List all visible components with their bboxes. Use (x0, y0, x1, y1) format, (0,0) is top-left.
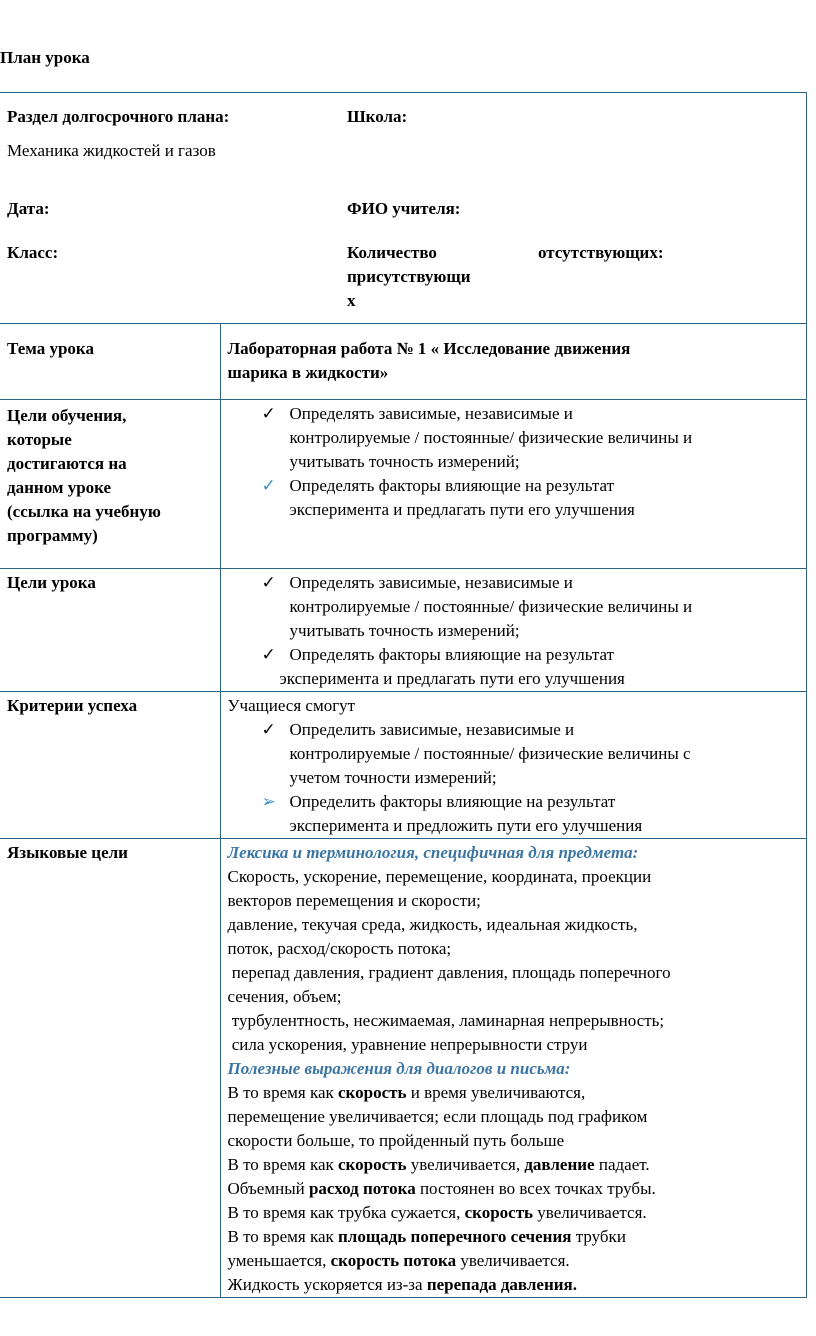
learning-goals-label: Цели обучения, которые достигаются на данном уроке (ссылка на учебную программу) (0, 400, 220, 569)
header-block (0, 93, 806, 323)
vocab-line: сечения, объем; (227, 987, 342, 1006)
phrase-line: уменьшается, скорость потока увеличивается. (227, 1251, 570, 1270)
topic-row (0, 324, 806, 400)
lesson-goals-label: Цели урока (0, 569, 220, 692)
phrase-line: В то время как площадь поперечного сечения трубки (227, 1227, 626, 1246)
learning-goals-row (0, 400, 806, 569)
checkmark-icon: ✓ (261, 645, 276, 664)
date-label: Дата: (7, 199, 50, 218)
present-label: присутствующи (347, 267, 471, 286)
checkmark-icon: ✓ (261, 476, 276, 495)
topic-value: Лабораторная работа № 1 « Исследование движения шарика в жидкости» (220, 324, 806, 400)
list-item: ✓ Определить зависимые, независимые и контролируемые / постоянные/ физические величины с учетом точности измерений; (261, 720, 691, 787)
success-list (220, 692, 806, 839)
learning-goals-list (220, 400, 806, 569)
school-label: Школа: (347, 107, 408, 126)
phrase-line: Объемный расход потока постоянен во всех точках трубы. (227, 1179, 656, 1198)
language-label: Языковые цели (0, 839, 220, 1298)
success-intro: Учащиеся смогут (227, 696, 356, 715)
vocab-line: Скорость, ускорение, перемещение, координата, проекции (227, 867, 652, 886)
page-title: План урока (0, 48, 90, 67)
section-label: Раздел долгосрочного плана: (7, 107, 230, 126)
present-label-end: х (347, 291, 356, 310)
success-label: Критерии успеха (0, 692, 220, 839)
absent-label: отсутствующих: (538, 243, 664, 262)
topic-label: Тема урока (0, 324, 220, 400)
vocab-line: поток, расход/скорость потока; (227, 939, 452, 958)
language-row (0, 839, 806, 1298)
list-item: ➢ Определить факторы влияющие на результат эксперимента и предложить пути его улучшения (261, 792, 643, 835)
language-content (220, 839, 806, 1298)
vocab-line: векторов перемещения и скорости; (227, 891, 481, 910)
header-row (0, 93, 806, 324)
list-item: ✓ Определять факторы влияющие на результат эксперимента и предлагать пути его улучшения (261, 476, 635, 519)
success-row (0, 692, 806, 839)
section-value: Механика жидкостей и газов (7, 141, 216, 160)
vocab-heading: Лексика и терминология, специфичная для предмета: (227, 843, 639, 862)
phrase-line: В то время как трубка сужается, скорость увеличивается. (227, 1203, 647, 1222)
arrowhead-bullet-icon: ➢ (261, 792, 276, 811)
vocab-line: перепад давления, градиент давления, площадь поперечного (227, 963, 671, 982)
teacher-label: ФИО учителя: (347, 199, 461, 218)
vocab-line: давление, текучая среда, жидкость, идеальная жидкость, (227, 915, 638, 934)
checkmark-icon: ✓ (261, 720, 276, 739)
phrase-line: перемещение увеличивается; если площадь под графиком (227, 1107, 648, 1126)
count-label: Количество (347, 243, 437, 262)
list-item: ✓ Определять зависимые, независимые и контролируемые / постоянные/ физические величины и учитывать точность измерений; (261, 573, 693, 640)
checkmark-icon: ✓ (261, 573, 276, 592)
phrase-line: В то время как скорость увеличивается, давление падает. (227, 1155, 650, 1174)
lesson-plan-table (0, 92, 807, 1298)
lesson-goals-row (0, 569, 806, 692)
phrase-line: В то время как скорость и время увеличиваются, (227, 1083, 586, 1102)
lesson-goals-list (220, 569, 806, 692)
phrases-heading: Полезные выражения для диалогов и письма: (227, 1059, 571, 1078)
vocab-line: сила ускорения, уравнение непрерывности струи (227, 1035, 588, 1054)
phrase-line: Жидкость ускоряется из-за перепада давления. (227, 1275, 577, 1294)
vocab-line: турбулентность, несжимаемая, ламинарная непрерывность; (227, 1011, 665, 1030)
checkmark-icon: ✓ (261, 404, 276, 423)
class-label: Класс: (7, 243, 59, 262)
phrase-line: скорости больше, то пройденный путь больше (227, 1131, 565, 1150)
list-item: ✓ Определять зависимые, независимые и контролируемые / постоянные/ физические величины и учитывать точность измерений; (261, 404, 693, 471)
list-item: ✓ Определять факторы влияющие на результат эксперимента и предлагать пути его улучшения (261, 645, 625, 688)
